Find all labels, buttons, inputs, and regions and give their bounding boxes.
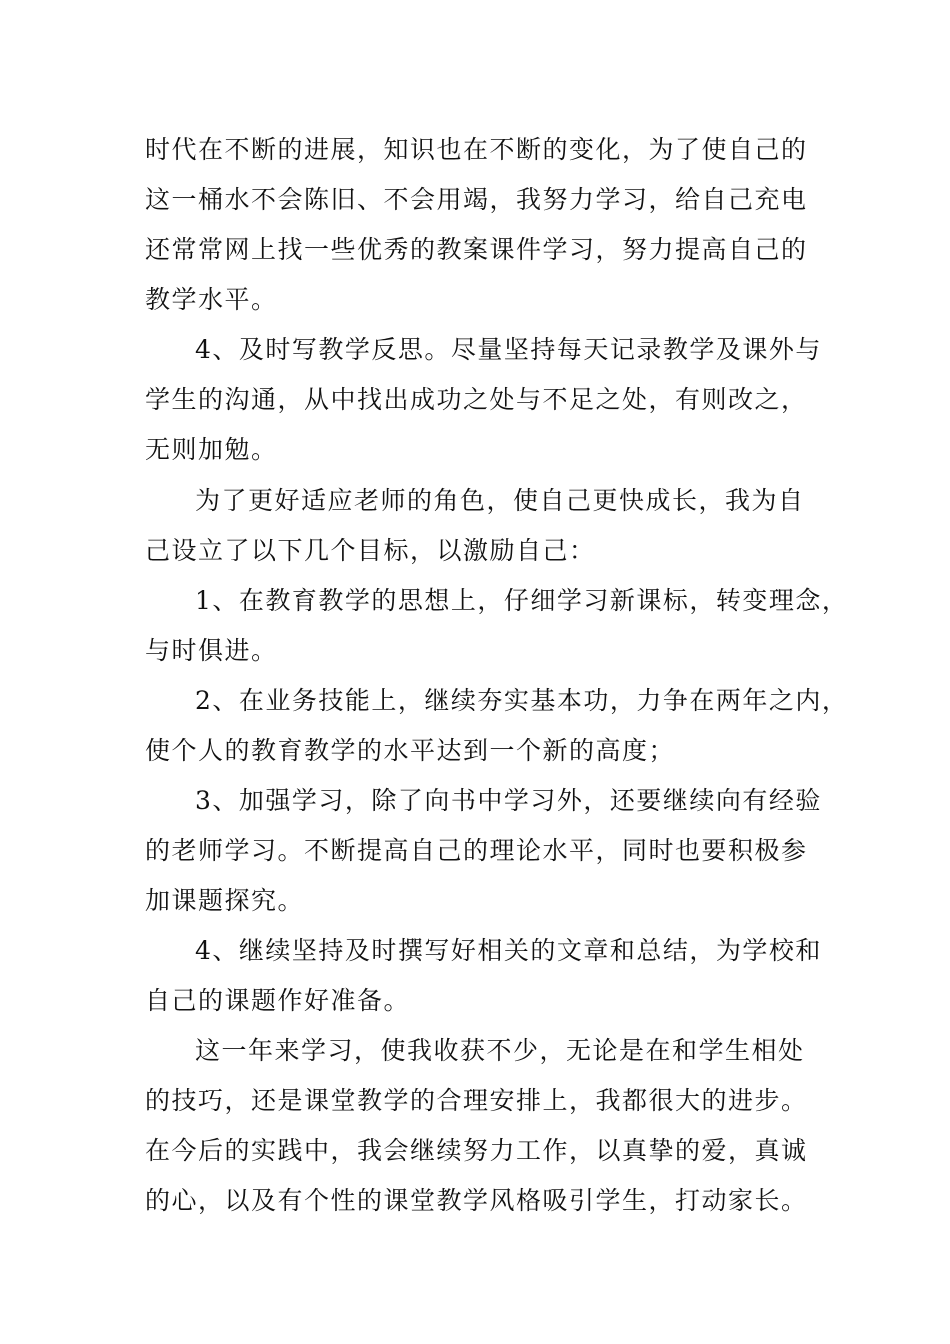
text-line: 2、在业务技能上，继续夯实基本功，力争在两年之内，: [195, 686, 849, 715]
text-line: 加课题探究。: [145, 886, 305, 915]
text-line: 4、继续坚持及时撰写好相关的文章和总结，为学校和: [195, 936, 822, 965]
text-line: 这一桶水不会陈旧、不会用竭，我努力学习，给自己充电: [145, 185, 808, 214]
text-line: 自己的课题作好准备。: [145, 986, 411, 1015]
text-line: 时代在不断的进展，知识也在不断的变化，为了使自己的: [145, 135, 808, 164]
text-line: 4、及时写教学反思。尽量坚持每天记录教学及课外与: [195, 335, 822, 364]
text-line: 使个人的教育教学的水平达到一个新的高度；: [145, 736, 676, 765]
text-line: 的心，以及有个性的课堂教学风格吸引学生，打动家长。: [145, 1186, 808, 1215]
text-line: 无则加勉。: [145, 435, 278, 464]
text-line: 这一年来学习，使我收获不少，无论是在和学生相处: [195, 1036, 805, 1065]
text-line: 的技巧，还是课堂教学的合理安排上，我都很大的进步。: [145, 1086, 808, 1115]
text-line: 学生的沟通，从中找出成功之处与不足之处，有则改之，: [145, 385, 808, 414]
text-line: 在今后的实践中，我会继续努力工作，以真挚的爱，真诚: [145, 1136, 808, 1165]
text-line: 教学水平。: [145, 285, 278, 314]
text-line: 己设立了以下几个目标，以激励自己：: [145, 536, 596, 565]
text-line: 的老师学习。不断提高自己的理论水平，同时也要积极参: [145, 836, 808, 865]
text-line: 3、加强学习，除了向书中学习外，还要继续向有经验: [195, 786, 822, 815]
text-line: 1、在教育教学的思想上，仔细学习新课标，转变理念，: [195, 586, 849, 615]
text-line: 还常常网上找一些优秀的教案课件学习，努力提高自己的: [145, 235, 808, 264]
text-line: 为了更好适应老师的角色，使自己更快成长，我为自: [195, 486, 805, 515]
text-line: 与时俱进。: [145, 636, 278, 665]
